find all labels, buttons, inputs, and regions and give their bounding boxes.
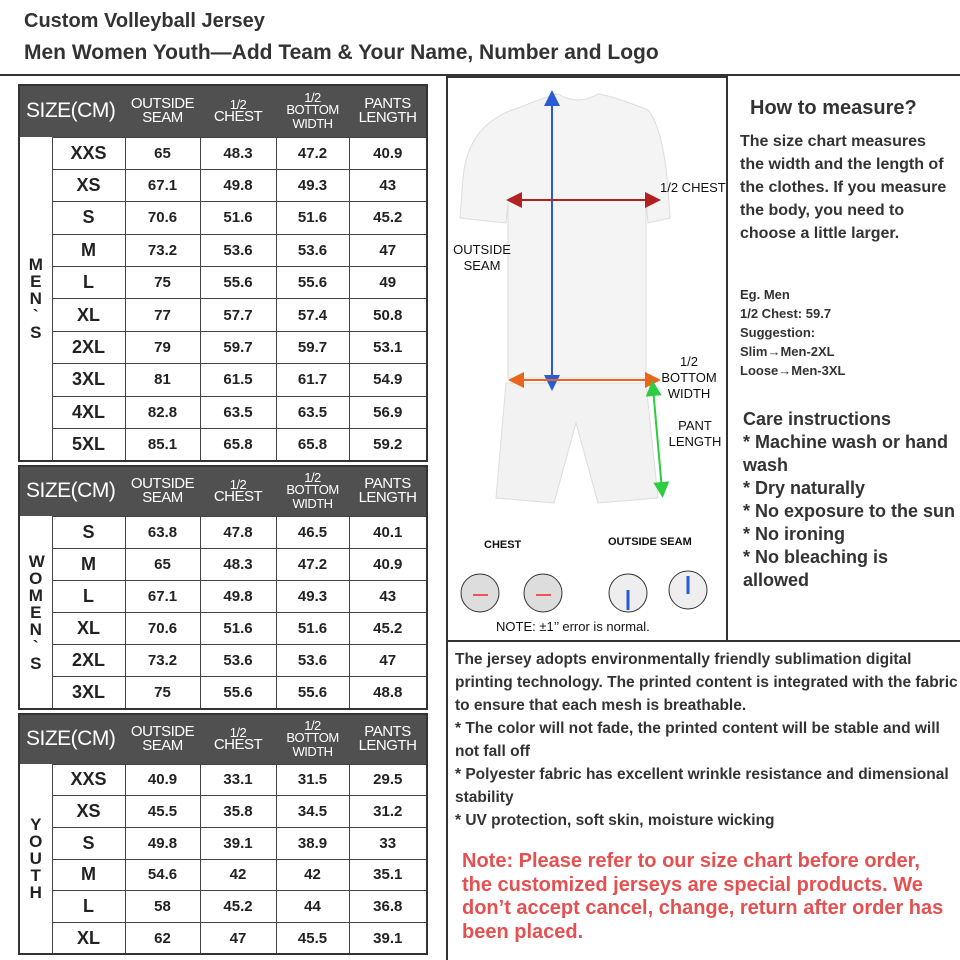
size-cell: L [52, 580, 125, 612]
pant-length-label: PANT LENGTH [668, 418, 722, 449]
care-item: * Machine wash or hand wash [743, 432, 949, 475]
header-fraction: 1/2 [304, 469, 321, 485]
value-cell: 49.8 [200, 580, 276, 612]
example-line: Slim→Men-2XL [740, 344, 835, 359]
header-chest [200, 714, 276, 764]
value-cell: 46.5 [276, 516, 349, 548]
size-cell: XL [52, 613, 125, 645]
womens-size-table [18, 465, 428, 710]
value-cell: 49.3 [276, 580, 349, 612]
measure-heading: How to measure? [750, 97, 917, 119]
category-text: MEN`S [28, 254, 43, 342]
header-size: SIZE(CM) [19, 85, 125, 137]
page-title: Custom Volleyball Jersey [24, 10, 265, 32]
value-cell: 47.2 [276, 137, 349, 169]
care-item: * Dry naturally [743, 478, 866, 498]
table-row [19, 429, 427, 461]
value-cell: 48.3 [200, 548, 276, 580]
outside-seam-label: OUTSIDE SEAM [453, 242, 511, 273]
value-cell: 34.5 [276, 796, 349, 828]
value-cell: 57.7 [200, 299, 276, 331]
value-cell: 31.5 [276, 764, 349, 796]
value-cell: 51.6 [276, 613, 349, 645]
value-cell: 47 [200, 922, 276, 954]
example-line: Suggestion: [740, 325, 816, 340]
header-size: SIZE(CM) [19, 714, 125, 764]
table-row [19, 267, 427, 299]
example-line: Loose→Men-3XL [740, 363, 846, 378]
header-fraction: 1/2 [229, 96, 247, 112]
header-chest [200, 466, 276, 516]
value-cell: 51.6 [276, 202, 349, 234]
size-cell: 4XL [52, 396, 125, 428]
value-cell: 36.8 [349, 891, 427, 923]
category-label [19, 764, 52, 954]
value-cell: 49.8 [200, 169, 276, 201]
info-paragraph: * Polyester fabric has excellent wrinkle resistance and dimensional stability [455, 766, 949, 806]
size-cell: S [52, 516, 125, 548]
chest-measure-icon [461, 574, 562, 612]
value-cell: 59.2 [349, 429, 427, 461]
table-row [19, 764, 427, 796]
size-cell: 5XL [52, 429, 125, 461]
header-pants-length: PANTS LENGTH [349, 714, 427, 764]
care-heading: Care instructions [743, 409, 892, 429]
bottom-width-label: 1/2 BOTTOM WIDTH [661, 354, 717, 401]
header-chest-label: CHEST [213, 735, 263, 753]
value-cell: 54.9 [349, 364, 427, 396]
divider [446, 640, 448, 960]
chest-label: 1/2 CHEST [660, 180, 726, 195]
example-line: 1/2 Chest: 59.7 [740, 306, 832, 321]
value-cell: 58 [125, 891, 200, 923]
header-pants-length: PANTS LENGTH [349, 85, 427, 137]
value-cell: 42 [276, 859, 349, 891]
header-chest-label: CHEST [213, 487, 263, 505]
info-paragraph: * The color will not fade, the printed content will be stable and will not fall off [455, 720, 940, 760]
value-cell: 77 [125, 299, 200, 331]
value-cell: 63.8 [125, 516, 200, 548]
value-cell: 61.7 [276, 364, 349, 396]
size-cell: M [52, 548, 125, 580]
size-cell: M [52, 234, 125, 266]
table-row [19, 396, 427, 428]
value-cell: 45.5 [125, 796, 200, 828]
value-cell: 73.2 [125, 234, 200, 266]
value-cell: 29.5 [349, 764, 427, 796]
header-fraction: 1/2 [229, 724, 247, 740]
value-cell: 57.4 [276, 299, 349, 331]
size-cell: XL [52, 299, 125, 331]
table-row [19, 613, 427, 645]
divider [446, 640, 960, 642]
header-fraction: 1/2 [229, 476, 247, 492]
value-cell: 49.3 [276, 169, 349, 201]
table-header [19, 466, 427, 516]
care-item: * No bleaching is allowed [743, 547, 889, 590]
table-row [19, 580, 427, 612]
value-cell: 47 [349, 645, 427, 677]
value-cell: 33 [349, 827, 427, 859]
size-cell: 2XL [52, 645, 125, 677]
value-cell: 49.8 [125, 827, 200, 859]
value-cell: 67.1 [125, 580, 200, 612]
size-cell: M [52, 859, 125, 891]
table-row [19, 299, 427, 331]
header-outside-seam: OUTSIDE SEAM [125, 466, 200, 516]
value-cell: 49 [349, 267, 427, 299]
value-cell: 54.6 [125, 859, 200, 891]
value-cell: 43 [349, 580, 427, 612]
value-cell: 67.1 [125, 169, 200, 201]
value-cell: 43 [349, 169, 427, 201]
value-cell: 45.5 [276, 922, 349, 954]
table-row [19, 202, 427, 234]
value-cell: 33.1 [200, 764, 276, 796]
table-row [19, 827, 427, 859]
value-cell: 44 [276, 891, 349, 923]
value-cell: 63.5 [276, 396, 349, 428]
value-cell: 59.7 [276, 331, 349, 363]
value-cell: 45.2 [200, 891, 276, 923]
value-cell: 45.2 [349, 202, 427, 234]
info-paragraph: The jersey adopts environmentally friendly sublimation digital printing technology. The printed content is integrated with the fabric to ensure that each mesh is breathable. [455, 651, 958, 714]
header-chest-label: CHEST [213, 107, 263, 125]
value-cell: 70.6 [125, 613, 200, 645]
table-row [19, 677, 427, 709]
table-row [19, 169, 427, 201]
value-cell: 73.2 [125, 645, 200, 677]
size-cell: L [52, 267, 125, 299]
mens-size-table [18, 84, 428, 462]
value-cell: 55.6 [200, 267, 276, 299]
value-cell: 53.6 [276, 234, 349, 266]
table-row [19, 137, 427, 169]
value-cell: 56.9 [349, 396, 427, 428]
value-cell: 38.9 [276, 827, 349, 859]
table-row [19, 859, 427, 891]
value-cell: 59.7 [200, 331, 276, 363]
header-bottom-width [276, 714, 349, 764]
value-cell: 45.2 [349, 613, 427, 645]
value-cell: 81 [125, 364, 200, 396]
care-item: * No exposure to the sun [743, 501, 956, 521]
table-row [19, 364, 427, 396]
value-cell: 35.1 [349, 859, 427, 891]
value-cell: 48.3 [200, 137, 276, 169]
table-row [19, 234, 427, 266]
value-cell: 51.6 [200, 613, 276, 645]
value-cell: 39.1 [349, 922, 427, 954]
value-cell: 47.8 [200, 516, 276, 548]
header-fraction: 1/2 [304, 89, 321, 105]
product-info [455, 648, 960, 832]
table-header [19, 714, 427, 764]
seam-measure-icon [609, 571, 707, 612]
size-cell: L [52, 891, 125, 923]
value-cell: 65.8 [200, 429, 276, 461]
value-cell: 62 [125, 922, 200, 954]
diagram-panel [446, 76, 728, 642]
header-bottom-label: BOTTOM WIDTH [286, 729, 339, 759]
value-cell: 53.6 [276, 645, 349, 677]
table-row [19, 645, 427, 677]
info-paragraph: * UV protection, soft skin, moisture wicking [455, 812, 775, 829]
value-cell: 70.6 [125, 202, 200, 234]
value-cell: 85.1 [125, 429, 200, 461]
category-text: YOUTH [29, 815, 43, 903]
value-cell: 35.8 [200, 796, 276, 828]
value-cell: 55.6 [276, 677, 349, 709]
size-cell: 3XL [52, 364, 125, 396]
category-text: WOMEN`S [28, 551, 45, 673]
header-bottom-width [276, 466, 349, 516]
value-cell: 42 [200, 859, 276, 891]
value-cell: 82.8 [125, 396, 200, 428]
size-cell: S [52, 827, 125, 859]
example-line: Eg. Men [740, 287, 790, 302]
table-row [19, 548, 427, 580]
category-label [19, 516, 52, 709]
value-cell: 31.2 [349, 796, 427, 828]
measure-body: The size chart measures the width and the length of the clothes. If you measure the body, you need to choose a little larger. [740, 133, 947, 242]
youth-size-table [18, 713, 428, 955]
table-row [19, 922, 427, 954]
value-cell: 55.6 [200, 677, 276, 709]
value-cell: 40.1 [349, 516, 427, 548]
size-cell: XS [52, 169, 125, 201]
size-cell: S [52, 202, 125, 234]
header-chest [200, 85, 276, 137]
chest-caption: CHEST [484, 539, 522, 551]
divider [726, 76, 728, 642]
table-row [19, 891, 427, 923]
value-cell: 47.2 [276, 548, 349, 580]
table-row [19, 331, 427, 363]
value-cell: 65 [125, 137, 200, 169]
value-cell: 40.9 [125, 764, 200, 796]
category-label [19, 137, 52, 461]
value-cell: 39.1 [200, 827, 276, 859]
header-bottom-label: BOTTOM WIDTH [286, 101, 339, 131]
size-cell: XXS [52, 764, 125, 796]
care-instructions [743, 408, 958, 592]
care-item: * No ironing [743, 524, 845, 544]
table-header [19, 85, 427, 137]
value-cell: 53.6 [200, 234, 276, 266]
size-cell: 2XL [52, 331, 125, 363]
value-cell: 40.9 [349, 137, 427, 169]
value-cell: 65.8 [276, 429, 349, 461]
page-subtitle: Men Women Youth—Add Team & Your Name, Number and Logo [24, 41, 659, 64]
table-row [19, 796, 427, 828]
size-cell: 3XL [52, 677, 125, 709]
value-cell: 51.6 [200, 202, 276, 234]
value-cell: 61.5 [200, 364, 276, 396]
size-cell: XXS [52, 137, 125, 169]
value-cell: 79 [125, 331, 200, 363]
header-fraction: 1/2 [304, 717, 321, 733]
value-cell: 75 [125, 267, 200, 299]
header-outside-seam: OUTSIDE SEAM [125, 85, 200, 137]
value-cell: 53.6 [200, 645, 276, 677]
table-row [19, 516, 427, 548]
value-cell: 63.5 [200, 396, 276, 428]
value-cell: 53.1 [349, 331, 427, 363]
order-note: Note: Please refer to our size chart before order, the customized jerseys are special products. We don’t accept cancel, change, return after order has been placed. [462, 850, 944, 943]
header-bottom-width [276, 85, 349, 137]
value-cell: 40.9 [349, 548, 427, 580]
header-size: SIZE(CM) [19, 466, 125, 516]
value-cell: 50.8 [349, 299, 427, 331]
header-pants-length: PANTS LENGTH [349, 466, 427, 516]
error-note: NOTE: ±1’’ error is normal. [496, 619, 650, 634]
seam-caption: OUTSIDE SEAM [608, 536, 692, 548]
value-cell: 75 [125, 677, 200, 709]
value-cell: 55.6 [276, 267, 349, 299]
header-bottom-label: BOTTOM WIDTH [286, 481, 339, 511]
value-cell: 47 [349, 234, 427, 266]
size-cell: XL [52, 922, 125, 954]
measure-example [740, 285, 845, 380]
size-cell: XS [52, 796, 125, 828]
header-outside-seam: OUTSIDE SEAM [125, 714, 200, 764]
value-cell: 48.8 [349, 677, 427, 709]
value-cell: 65 [125, 548, 200, 580]
